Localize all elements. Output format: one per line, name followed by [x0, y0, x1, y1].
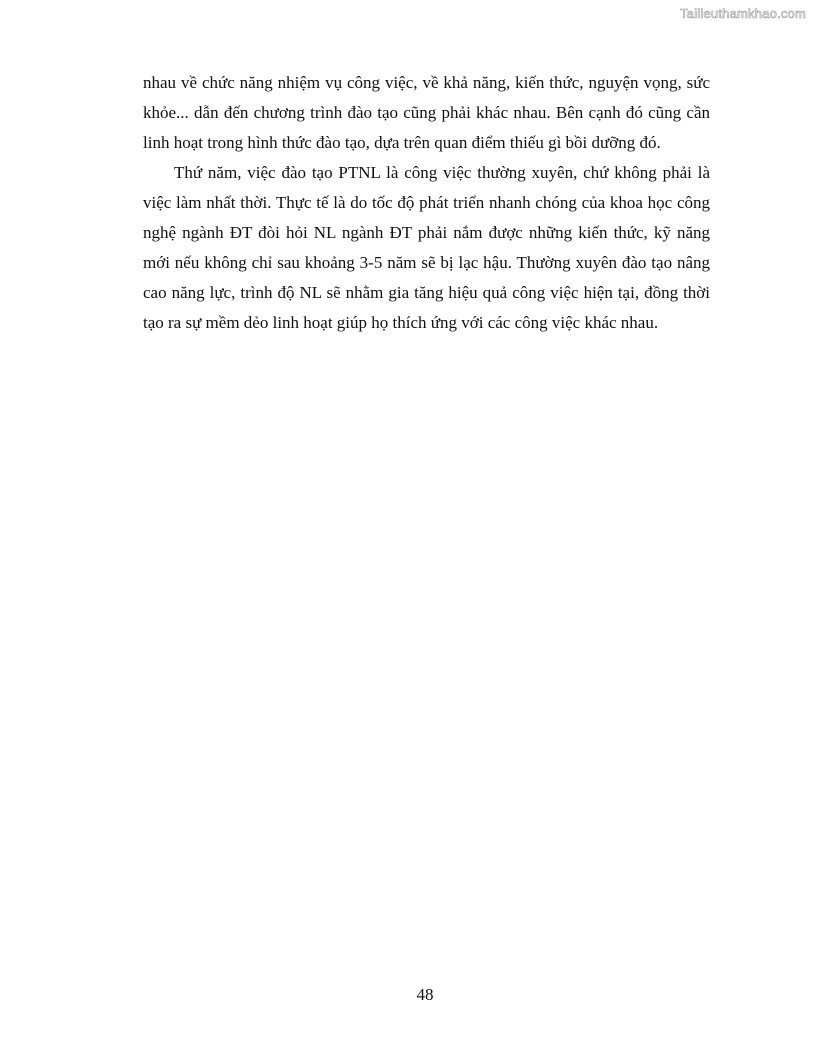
page-number: 48 [416, 985, 434, 1004]
paragraph-fifth-point: Thứ năm, việc đào tạo PTNL là công việc thường xuyên, chứ không phải là việc làm nhất thời. Thực tế là do tốc độ phát triển nhanh chóng của khoa học công nghệ ngành ĐT đòi hỏi NL ngành ĐT phải nắm được những kiến thức, kỹ năng mới nếu không chỉ sau khoảng 3-5 năm sẽ bị lạc hậu. Thường xuyên đào tạo nâng cao năng lực, trình độ NL sẽ nhằm gia tăng hiệu quả công việc hiện tại, đồng thời tạo ra sự mềm dẻo linh hoạt giúp họ thích ứng với các công việc khác nhau. [143, 163, 710, 332]
document-body [143, 68, 710, 338]
watermark-text: Tailieuthamkhao.com [680, 6, 806, 21]
paragraph-continuation: nhau về chức năng nhiệm vụ công việc, về khả năng, kiến thức, nguyện vọng, sức khỏe... dẫn đến chương trình đào tạo cũng phải khác nhau. Bên cạnh đó cũng cần linh hoạt trong hình thức đào tạo, dựa trên quan điểm thiếu gì bồi dưỡng đó. [143, 73, 710, 152]
